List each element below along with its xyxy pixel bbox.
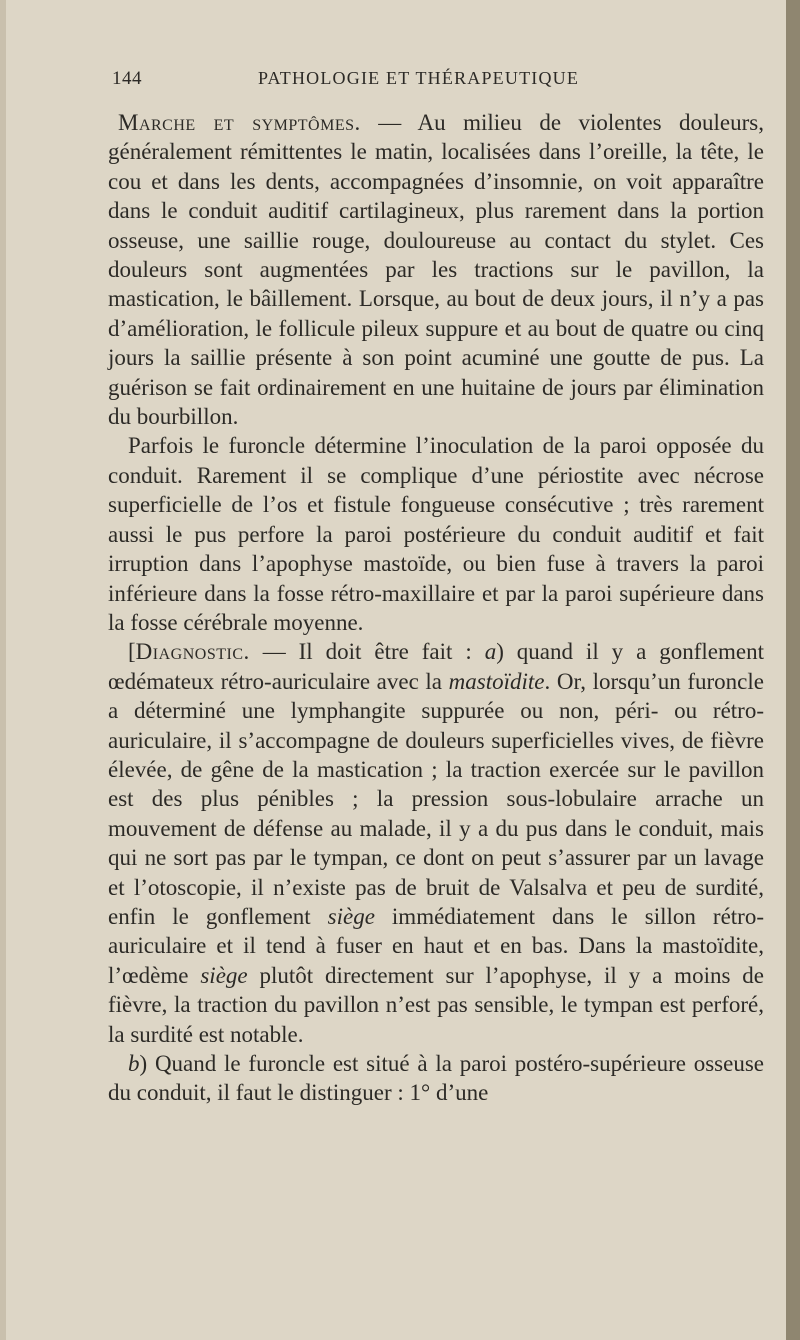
paragraph-diagnosis: [108, 637, 764, 1049]
body-text: [108, 108, 764, 1108]
paragraph-text: plutôt directement sur l’apophyse, il y a moins de fièvre, la traction du pavillon n’est pas sensible, le tympan est perforé, la surdité est notable.: [108, 962, 764, 1047]
paragraph-symptoms: [108, 108, 764, 431]
paragraph-text: immédiatement dans le sillon rétro-auriculaire et il tend à fuser en haut et en bas. Dans la mastoïdite, l’œdème: [108, 903, 764, 988]
italic-text: siège: [200, 962, 248, 988]
page-header: [112, 64, 762, 94]
bracket-mark: [: [128, 639, 136, 665]
paragraph-text: . Or, lorsqu’un furoncle a déterminé une lymphangite suppurée ou non, péri- ou rétro-auriculaire, il s’accompagne de douleurs superficielles vives, de fièvre élevée, de gêne de la mastication ; la traction exercée sur le pavillon est des plus pénibles ; la pression sous-lobulaire arrache un mouvement de défense au malade, il y a du pus dans le conduit, mais qui ne sort pas par le tympan, ce dont on peut s’assurer par un lavage et l’otoscopie, il n’existe pas de bruit de Valsalva et peu de surdité, enfin le gonflement: [108, 668, 764, 929]
italic-text: siège: [327, 903, 375, 929]
paragraph-text: ) Quand le furoncle est situé à la paroi postéro-supérieure osseuse du conduit, il faut le distinguer : 1° d’une: [108, 1051, 764, 1106]
italic-text: mastoïdite: [448, 668, 545, 694]
page-number: 144: [112, 68, 142, 89]
section-lead-symptoms: Marche et symptômes.: [118, 110, 361, 135]
italic-text: a: [484, 639, 497, 665]
paragraph-text: — Il doit être fait :: [249, 639, 485, 665]
scan-edge-left: [0, 0, 6, 1340]
paragraph-complications: [108, 431, 764, 637]
paragraph-text: — Au milieu de violentes douleurs, généralement rémittentes le matin, localisées dans l’oreille, la tête, le cou et dans les dents, accompagnées d’insomnie, on voit apparaître dans le conduit auditif cartilagineux, plus rarement dans la portion osseuse, une saillie rouge, douloureuse au contact du stylet. Ces douleurs sont augmentées par les tractions sur le pavillon, la mastication, le bâillement. Lorsque, au bout de deux jours, il n’y a pas d’amélioration, le follicule pileux suppure et au bout de quatre ou cinq jours la saillie présente à son point acuminé une goutte de pus. La guérison se fait ordinairement en une huitaine de jours par élimination du bourbillon.: [108, 110, 764, 430]
section-lead-diagnosis: Diagnostic.: [135, 639, 250, 665]
running-title: PATHOLOGIE ET THÉRAPEUTIQUE: [258, 68, 580, 88]
paragraph-text: ) quand il y a gonflement œdémateux rétro-auriculaire avec la: [108, 639, 764, 694]
scan-edge-right: [786, 0, 800, 1340]
paragraph-text: Parfois le furoncle détermine l’inoculation de la paroi opposée du conduit. Rarement il se complique d’une périostite avec nécrose superficielle de l’os et fistule fongueuse consécutive ; très rarement aussi le pus perfore la paroi postérieure du conduit auditif et fait irruption dans l’apophyse mastoïde, ou bien fuse à travers la paroi inférieure dans la fosse rétro-maxillaire et par la paroi supérieure dans la fosse cérébrale moyenne.: [108, 433, 764, 635]
paragraph-diagnosis-b: [108, 1049, 764, 1108]
italic-text: b: [128, 1051, 140, 1076]
